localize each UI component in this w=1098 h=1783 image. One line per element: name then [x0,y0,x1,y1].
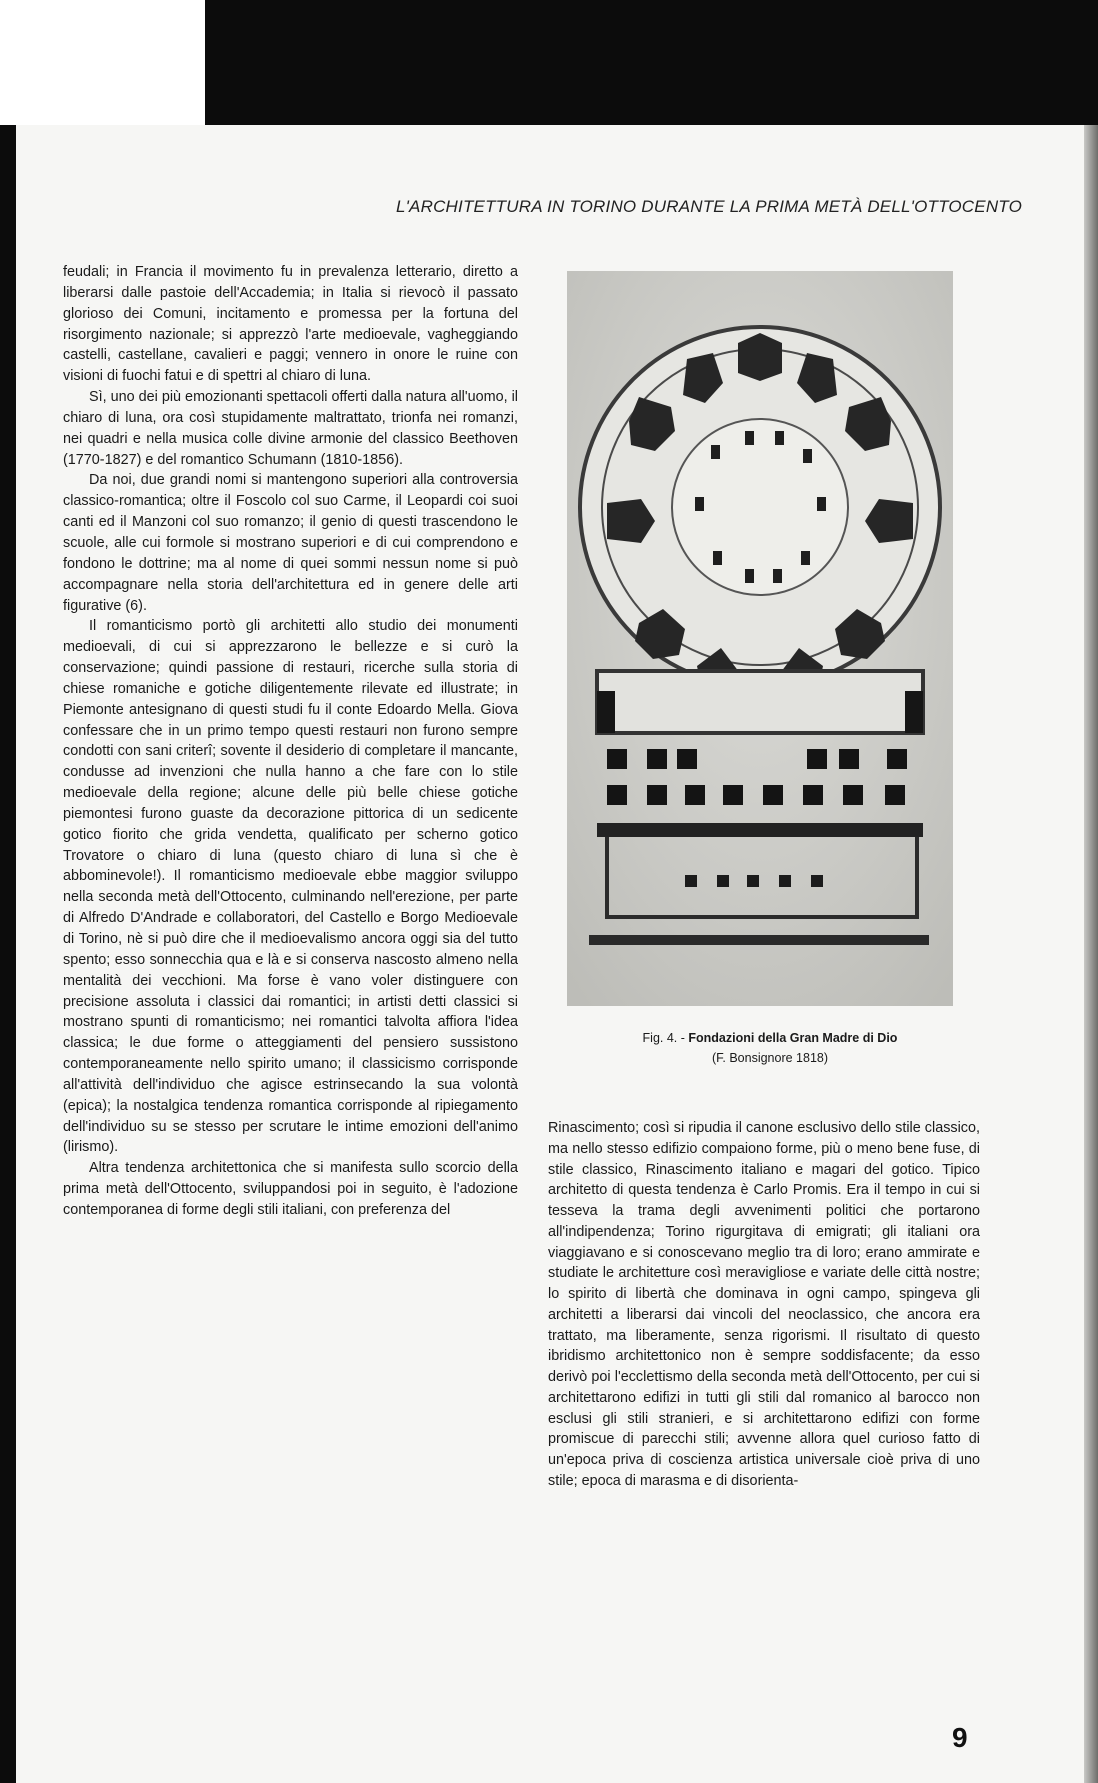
page-number: 9 [952,1722,968,1753]
paragraph: Il romanticismo portò gli architetti allo studio dei monumenti medioevali, di cui si apprezzarono le bellezze e si curò la conservazione; quindi passione di restauri, ricerche sulla storia di chiese romaniche e gotiche diligentemente rilevate ed illustrate; in Piemonte antesignano di questi studi fu il conte Edoardo Mella. Giova confessare che in un primo tempo questi restauri non furono sempre condotti con sani criterî; sovente il desiderio di completare il mancante, condusse ad invenzioni che nulla hanno a che fare con lo stile medioevale della regione; alcune delle più belle chiese gotiche piemontesi furono guaste da decorazione pittorica di un sedicente gotico fiorito che grida vendetta, qualificato per scherno gotico Trovatore o chiaro di luna (questo chiaro di luna sì che è abbominevole!). Il romanticismo medioevale ebbe maggior sviluppo nella seconda metà dell'Ottocento, culminando nell'erezione, per parte di Alfredo D'Andrade e collaboratori, del Castello e Borgo Medioevale di Torino, nè si può dire che il medioevalismo ancora oggi sia del tutto spento; esso sonnecchia qua e là e si conserva nascosto almeno nella mentalità dei vecchioni. Ma forse è vano voler distinguere con precisione assoluta i classici dai romantici; in artisti detti classici si mostrano spunti di romanticismo; nei romantici talvolta affiora l'idea classica; le due forme o atteggiamenti del pensiero sussistono contemporaneamente nello spirito umano; il classicismo corrisponde all'attività dell'individuo che agisce estrinsecando la sua volontà (epica); la nostalgica tendenza romantica corrisponde al ripiegamento dell'individuo su se stesso per scrutare le intime emozioni dell'animo (lirismo). [63,618,518,1156]
left-column [63,262,518,1221]
right-column [548,1118,980,1492]
floor-plan-figure [567,271,953,1006]
paragraph: Sì, uno dei più emozionanti spettacoli offerti dalla natura all'uomo, il chiaro di luna, ora così stupidamente maltrattato, trionfa nei romanzi, nei quadri e nella musica colle divine armonie del classico Beethoven (1770-1827) e del romantico Schumann (1810-1856). [63,389,518,468]
caption-label: Fig. 4. - [642,1031,689,1045]
paragraph: Altra tendenza architettonica che si manifesta sullo scorcio della prima metà dell'Ottocento, sviluppandosi poi in seguito, è l'adozione contemporanea di forme degli stili italiani, con preferenza del [63,1160,518,1218]
foundation-plan-drawing [567,271,953,1006]
caption-credit: (F. Bonsignore 1818) [711,1051,829,1065]
scan-background [0,0,205,125]
scan-top-border [205,0,1098,125]
paragraph: feudali; in Francia il movimento fu in prevalenza letterario, diretto a liberarsi dalle pastoie dell'Accademia; in Italia si rievocò il passato glorioso dei Comuni, incitamento e promessa per la fortuna del risorgimento nazionale; si apprezzò l'arte medioevale, vagheggiando castelli, castellane, cavalieri e paggi; vennero in onore le ruine con visioni di fuochi fatui e di spettri al chiaro di luna. [63,264,518,385]
figure-caption [570,1028,970,1068]
caption-title: Fondazioni della Gran Madre di Dio [688,1031,898,1045]
paragraph: Rinascimento; così si ripudia il canone esclusivo dello stile classico, ma nello stesso edifizio compaiono forme, più o meno bene fuse, di stile classico, Rinascimento italiano e magari del gotico. Tipico architetto di questa tendenza è Carlo Promis. Era il tempo in cui si tesseva la trama degli avvenimenti politici che portarono all'indipendenza; Torino rigurgitava di emigrati; gli italiani ora viaggiavano e si conoscevano meglio tra di loro; erano ammirate e studiate le architetture così meravigliose e variate delle città nostre; lo spirito di libertà che dominava in ogni campo, spingeva gli architetti a liberarsi dai vincoli del neoclassico, che ancora era trattato, ma liberamente, senza rigorismi. Il risultato di questo ibridismo architettonico non è sempre soddisfacente; da esso derivò poi l'ecclettismo della seconda metà dell'Ottocento, per cui si architettarono edifizi in tutti gli stili dal romanico al barocco non esclusi gli stili stranieri, e si architettarono edifizi con forme promiscue di parecchi stili; avvenne allora quel curioso fatto di un'epoca priva di coscienza artistica universale cioè priva di uno stile; epoca di marasma e di disorienta- [548,1120,980,1489]
scan-left-border [0,125,16,1783]
scan-right-border [1084,125,1098,1783]
paragraph: Da noi, due grandi nomi si mantengono superiori alla controversia classico-romantica; oltre il Foscolo col suo Carme, il Leopardi coi suoi canti ed il Manzoni col suo romanzo; il genio di questi trascendono le scuole, alle cui formole si mostrano superiori e di cui comprendono e fondono le dottrine; ma al nome di quei sommi nessun nome si può accompagnare nella storia dell'architettura ed in genere delle arti figurative (6). [63,472,518,614]
caption-line [570,1028,970,1048]
running-head: L'ARCHITETTURA IN TORINO DURANTE LA PRIMA METÀ DELL'OTTOCENTO [395,197,1022,216]
